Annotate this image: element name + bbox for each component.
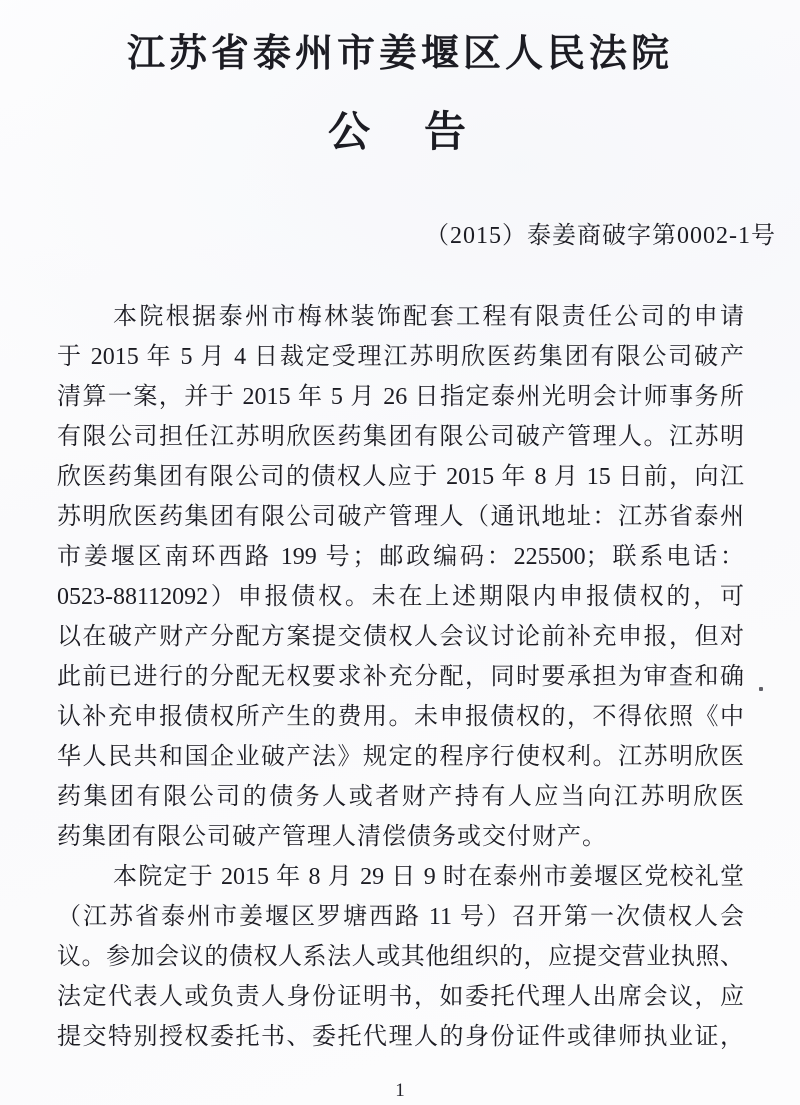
body-line: 华人民共和国企业破产法》规定的程序行使权利。江苏明欣医 [57, 744, 744, 770]
case-number: （2015）泰姜商破字第0002-1号 [425, 223, 776, 249]
body-line: 药集团有限公司的债务人或者财产持有人应当向江苏明欣医 [57, 784, 744, 810]
body-line: 药集团有限公司破产管理人清偿债务或交付财产。 [57, 824, 607, 850]
paragraph-2 [57, 857, 744, 1057]
body-line: 本院根据泰州市梅林装饰配套工程有限责任公司的申请 [113, 304, 744, 330]
scan-speck-artifact [759, 687, 763, 691]
body-line: 议。参加会议的债权人系法人或其他组织的，应提交营业执照、 [57, 944, 744, 970]
body-line: 欣医药集团有限公司的债权人应于 2015 年 8 月 15 日前，向江 [57, 464, 744, 490]
body-line: 认补充申报债权所产生的费用。未申报债权的，不得依照《中 [57, 704, 744, 730]
body-line: 以在破产财产分配方案提交债权人会议讨论前补充申报，但对 [57, 624, 744, 650]
body-line: 本院定于 2015 年 8 月 29 日 9 时在泰州市姜堰区党校礼堂 [113, 864, 744, 890]
paragraph-1 [57, 297, 744, 857]
body-line: 法定代表人或负责人身份证明书，如委托代理人出席会议，应 [57, 984, 744, 1010]
body-line: 此前已进行的分配无权要求补充分配，同时要承担为审查和确 [57, 664, 744, 690]
body-line: 于 2015 年 5 月 4 日裁定受理江苏明欣医药集团有限公司破产 [57, 344, 744, 370]
body-line: 苏明欣医药集团有限公司破产管理人（通讯地址：江苏省泰州 [57, 504, 744, 530]
body-line: 市姜堰区南环西路 199 号；邮政编码：225500；联系电话： [57, 544, 744, 570]
body-line: 有限公司担任江苏明欣医药集团有限公司破产管理人。江苏明 [57, 424, 744, 450]
announcement-body [57, 297, 744, 1057]
court-name-heading: 江苏省泰州市姜堰区人民法院 [126, 33, 673, 75]
body-line: 0523-88112092）申报债权。未在上述期限内申报债权的，可 [57, 584, 744, 610]
page-number: 1 [395, 1080, 405, 1101]
body-line: （江苏省泰州市姜堰区罗塘西路 11 号）召开第一次债权人会 [57, 904, 744, 930]
body-line: 清算一案，并于 2015 年 5 月 26 日指定泰州光明会计师事务所 [57, 384, 744, 410]
announcement-title: 公 告 [327, 110, 472, 156]
body-line: 提交特别授权委托书、委托代理人的身份证件或律师执业证， [57, 1024, 744, 1050]
